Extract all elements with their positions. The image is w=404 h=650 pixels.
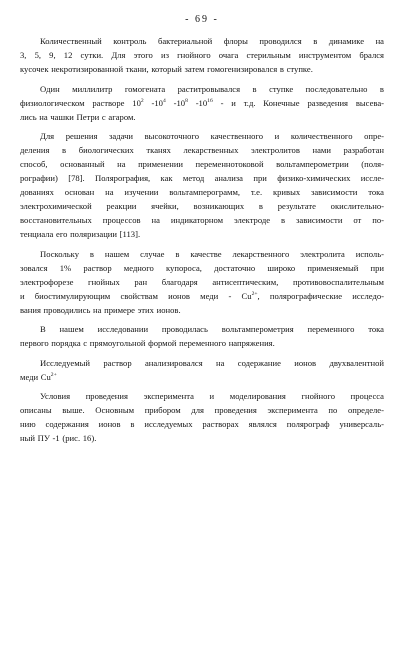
text-line: Поскольку в нашем случае в качестве лекарственного электролита исполь- xyxy=(40,248,384,259)
text-line: ный ПУ -1 (рис. 16). xyxy=(20,433,97,443)
text-line: Количественный контроль бактериальной флоры проводился в динамике на xyxy=(40,36,384,46)
page-number: - 69 - xyxy=(185,14,219,25)
text-line: первого порядка с прямоугольной формой переменного напряжения. xyxy=(20,338,275,348)
document-body xyxy=(20,34,384,451)
text-line: рографии) [78]. Полярография, как метод анализа при физико-химических иссле- xyxy=(20,173,384,183)
paragraph xyxy=(20,82,384,124)
paragraph xyxy=(20,322,384,350)
paragraph xyxy=(20,389,384,445)
text-line: описаны выше. Основным прибором для проведения эксперимента по определе- xyxy=(20,405,384,415)
text-line: 3, 5, 9, 12 сутки. Для этого из гнойного очага стерильным инструментом брался xyxy=(20,50,384,60)
paragraph xyxy=(20,356,384,384)
text-line: и биостимулирующим свойствам ионов меди - $Cu^{2+}$, полярографические исследо- xyxy=(20,290,384,301)
text-line: восстановительных процессов на индикаторном электроде в зависимости от по- xyxy=(20,215,384,225)
text-line: электрохимической реакции ячейки, возникающих в результате окислительно- xyxy=(20,201,384,211)
text-line: электрофорезе гнойных ран благодаря антисептическим, противовоспалительным xyxy=(20,276,384,287)
text-line: Условия проведения эксперимента и моделирования гнойного процесса xyxy=(40,391,384,401)
text-line: В нашем исследовании проводилась вольтамперометрия переменного тока xyxy=(40,324,384,334)
text-line: лись на чашки Петри с агаром. xyxy=(20,111,136,122)
text-line: зовался 1% раствор медного купороса, достаточно широко применяемый при xyxy=(20,262,384,273)
text-line: Исследуемый раствор анализировался на содержание ионов двухвалентной xyxy=(40,357,384,368)
text-line: Один миллилитр гомогената раститровывался в ступке последовательно в xyxy=(40,83,384,94)
text-line: деления в биологических тканях лекарственных электролитов нами разработан xyxy=(20,145,384,155)
text-line: нию содержания ионов в исследуемых растворах являлся полярограф универсаль- xyxy=(20,419,384,429)
text-line: меди $Cu^{2+}$ xyxy=(20,371,57,382)
text-line: физиологическом растворе $10^2$ $-10^4$ $-10^8$ $-10^{16}$ - и т.д. Конечные разведения высева- xyxy=(20,97,385,108)
text-line: тенциала его поляризации [113]. xyxy=(20,229,141,239)
paragraph xyxy=(20,247,384,317)
text-line: Для решения задачи высокоточного качественного и количественного опре- xyxy=(40,131,384,141)
text-line: дованиях основан на изучении вольтамперограмм, т.е. кривых зависимости тока xyxy=(20,187,384,197)
text-line: способ, основанный на применении переменнотоковой вольтамперометрии (поля- xyxy=(20,159,384,169)
text-line: кусочек некротизированной ткани, который затем гомогенизировался в ступке. xyxy=(20,64,313,74)
text-line: вания проводились на примере этих ионов. xyxy=(20,304,181,315)
paragraph xyxy=(20,129,384,241)
paragraph xyxy=(20,34,384,76)
